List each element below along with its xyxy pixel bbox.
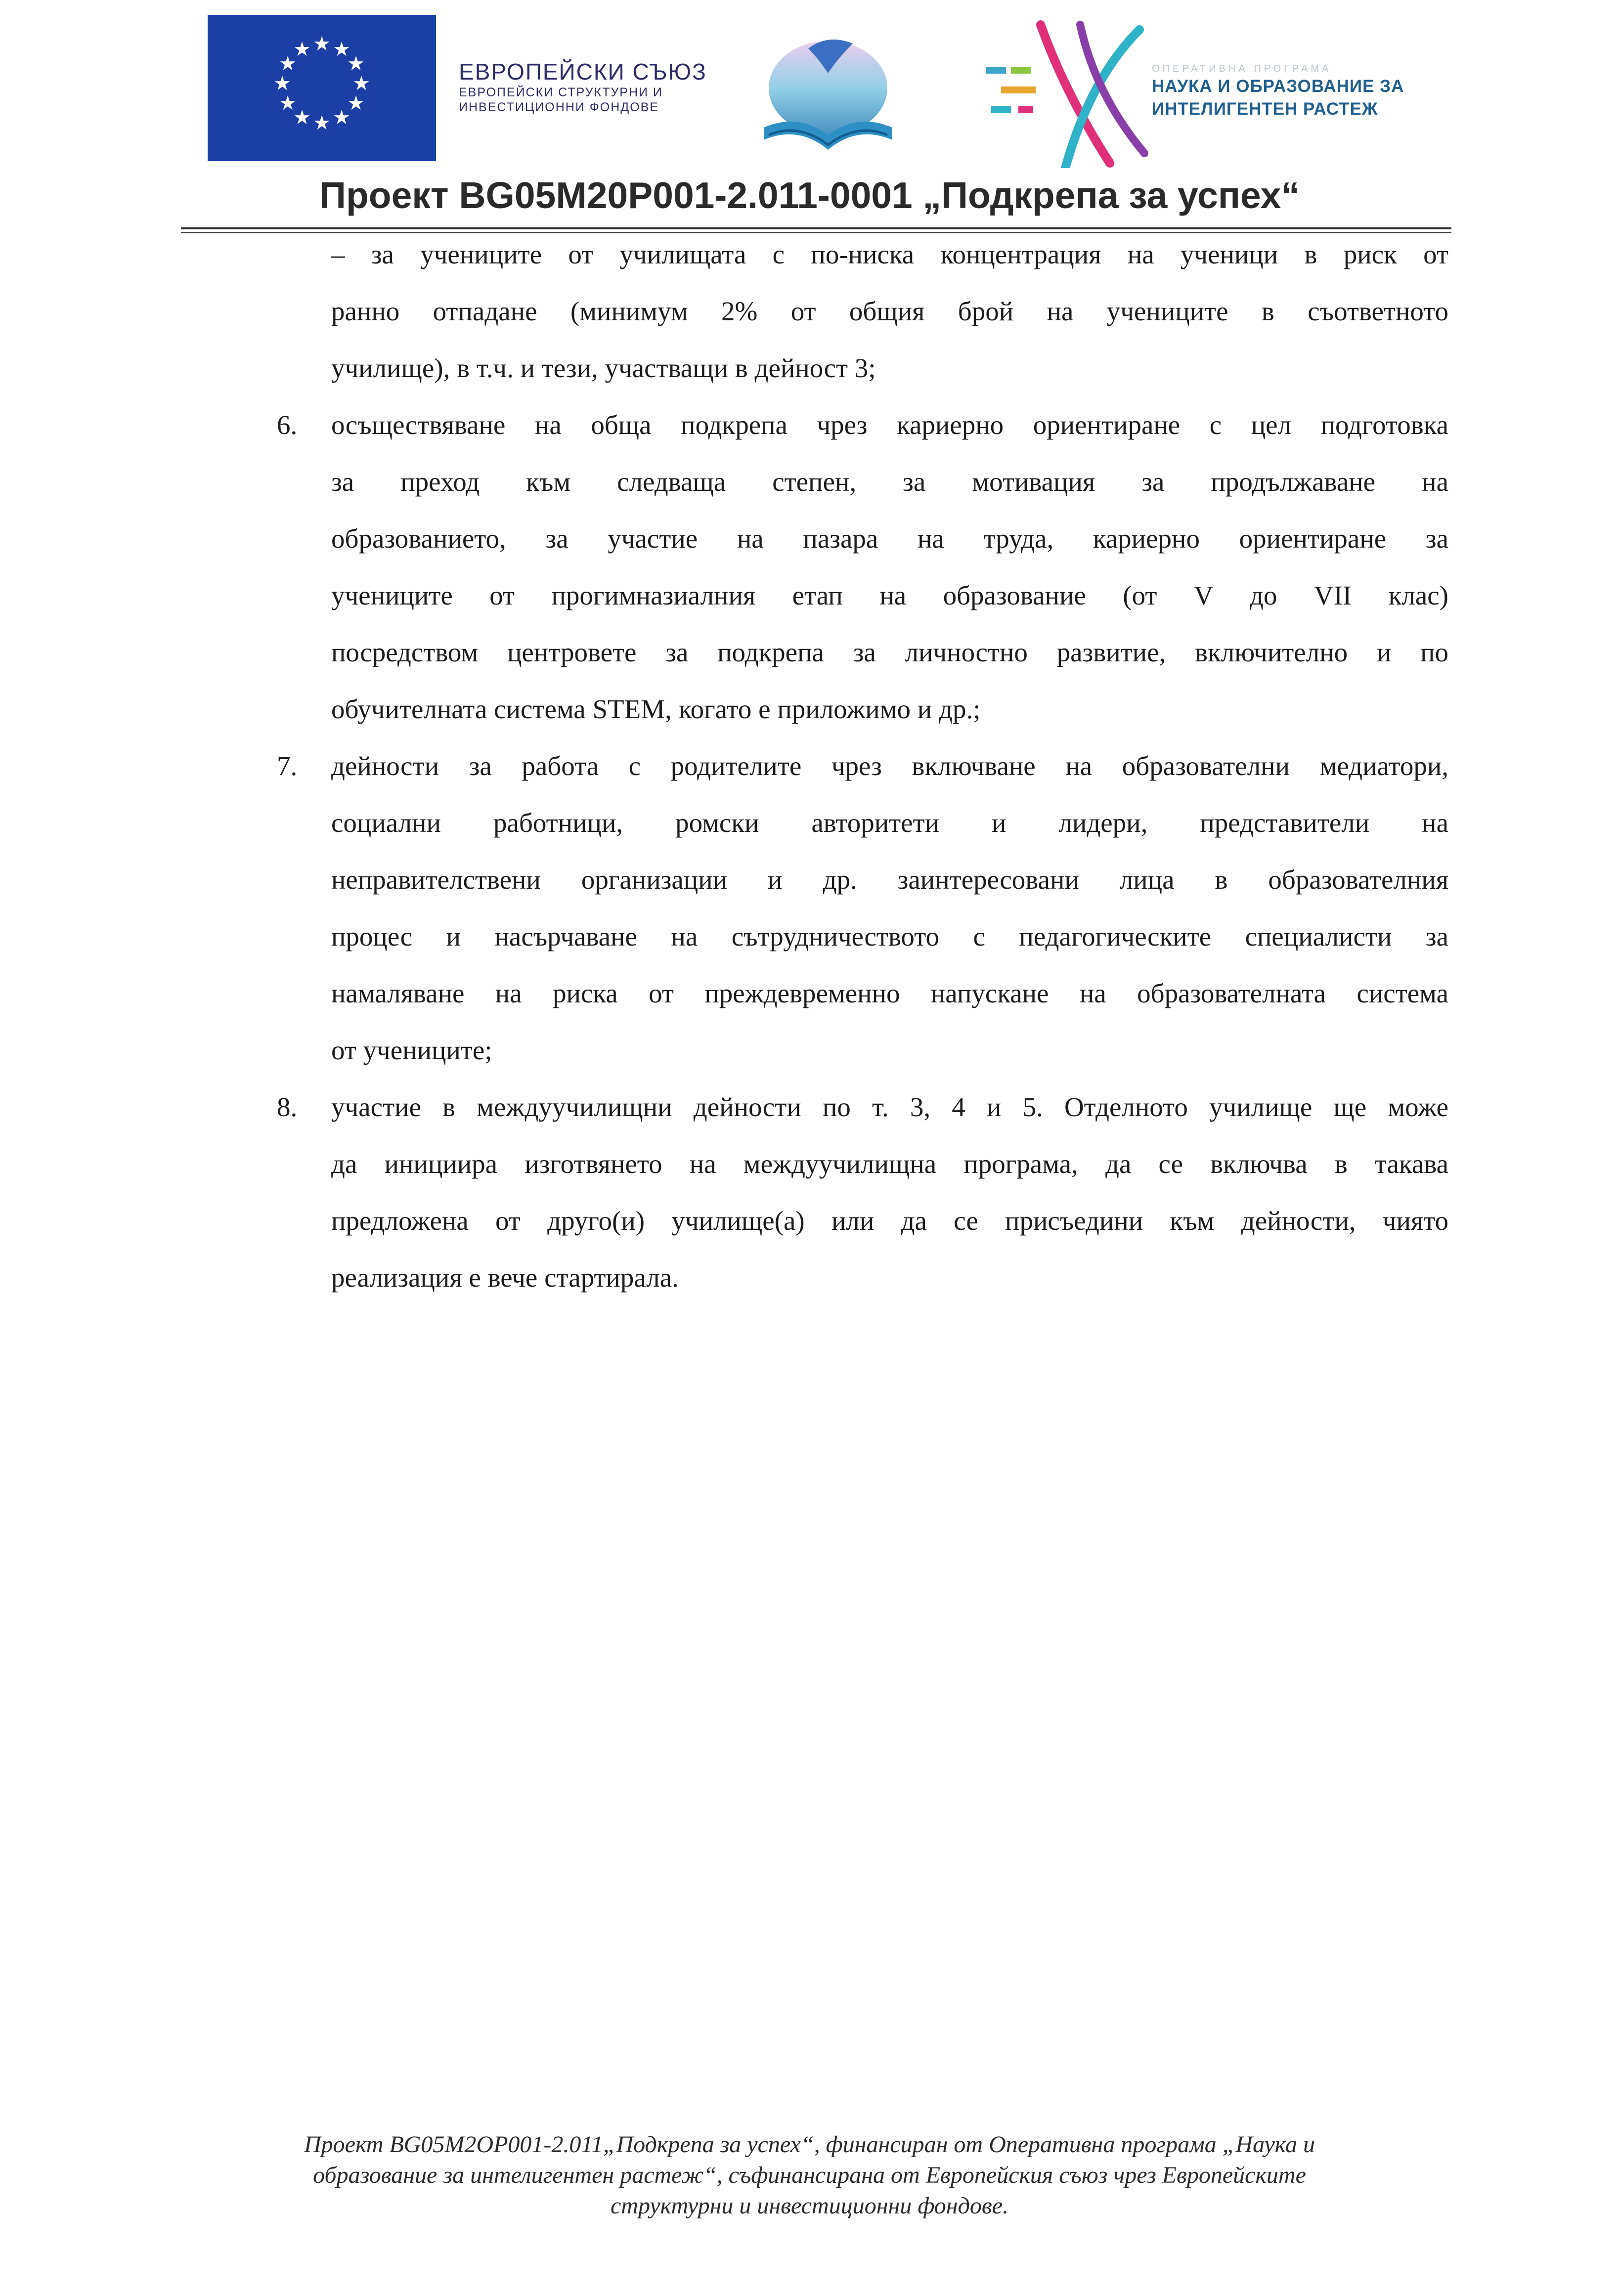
- intro-line: ранно отпадане (минимум 2% от общия брой на учениците в съответното: [331, 296, 1448, 326]
- svg-text:★: ★: [313, 112, 331, 134]
- funding-footer: [0, 2129, 1619, 2221]
- list-item-line: обучителната система STEM, когато е приложимо и др.;: [331, 694, 981, 724]
- footer-line-1: Проект BG05M2OP001-2.011„Подкрепа за успех“, финансиран от Оперативна програма „Наука и: [304, 2131, 1315, 2158]
- op-title-line-1: НАУКА И ОБРАЗОВАНИЕ ЗА: [1152, 77, 1404, 96]
- svg-text:★: ★: [347, 52, 365, 75]
- list-item-number: 6.: [277, 410, 298, 440]
- svg-text:★: ★: [313, 33, 331, 55]
- open-book-icon: [754, 29, 902, 161]
- eu-title: ЕВРОПЕЙСКИ СЪЮЗ: [459, 59, 707, 85]
- list-item-line: реализация е вече стартирала.: [331, 1262, 679, 1293]
- svg-text:★: ★: [293, 38, 311, 61]
- svg-text:★: ★: [293, 106, 311, 129]
- op-title-line-2: ИНТЕЛИГЕНТЕН РАСТЕЖ: [1152, 99, 1378, 119]
- list-item-line: социални работници, ромски авторитети и лидери, представители на: [331, 808, 1448, 838]
- science-education-x-icon: [981, 20, 1149, 168]
- list-item-line: осъществяване на обща подкрепа чрез кариерно ориентиране с цел подготовка: [331, 410, 1448, 440]
- svg-text:★: ★: [279, 52, 297, 75]
- list-item-number: 8.: [277, 1092, 298, 1122]
- list-item-line: неправителствени организации и др. заинтересовани лица в образователния: [331, 865, 1448, 895]
- list-item-line: предложена от друго(и) училище(а) или да се присъедини към дейности, чиято: [331, 1206, 1448, 1236]
- eu-logo-text: [459, 58, 707, 115]
- intro-line: – за учениците от училищата с по-ниска концентрация на ученици в риск от: [331, 239, 1448, 269]
- op-logo-text: [1152, 62, 1404, 121]
- operational-programme-logo: [981, 20, 1149, 168]
- op-small-caption: ОПЕРАТИВНА ПРОГРАМА: [1152, 63, 1332, 74]
- list-item-line: участие в междуучилищни дейности по т. 3, 4 и 5. Отделното училище ще може: [331, 1092, 1448, 1122]
- eu-flag-logo: [208, 15, 436, 161]
- footer-line-3: структурни и инвестиционни фондове.: [610, 2193, 1008, 2219]
- svg-text:★: ★: [333, 106, 350, 129]
- list-item-line: учениците от прогимназиалния етап на образование (от V до VII клас): [331, 580, 1448, 610]
- svg-text:★: ★: [279, 92, 297, 115]
- project-title: Проект BG05M20P001-2.011-0001 „Подкрепа за успех“: [319, 174, 1300, 216]
- list-item-line: намаляване на риска от преждевременно напускане на образователната система: [331, 978, 1448, 1008]
- svg-text:★: ★: [352, 72, 370, 95]
- eu-flag-icon: [208, 15, 436, 161]
- list-item-line: за преход към следваща степен, за мотивация за продължаване на: [331, 467, 1448, 497]
- svg-text:★: ★: [333, 38, 350, 61]
- list-item-line: от учениците;: [331, 1035, 492, 1065]
- footer-line-2: образование за интелигентен растеж“, съфинансирана от Европейския съюз чрез Европейските: [313, 2162, 1306, 2188]
- eu-subtitle-line-2: ИНВЕСТИЦИОННИ ФОНДОВЕ: [459, 100, 659, 114]
- eu-subtitle-line-1: ЕВРОПЕЙСКИ СТРУКТУРНИ И: [459, 86, 663, 99]
- list-item-line: посредством центровете за подкрепа за личностно развитие, включително и по: [331, 637, 1448, 667]
- svg-text:★: ★: [273, 72, 291, 95]
- header-rule: [181, 227, 1451, 229]
- svg-text:★: ★: [347, 92, 365, 115]
- header-rule-thin: [181, 232, 1451, 233]
- education-book-logo: [754, 29, 902, 161]
- intro-line: училище), в т.ч. и тези, участващи в дейност 3;: [331, 353, 876, 383]
- list-item-number: 7.: [277, 751, 298, 781]
- list-item-line: дейности за работа с родителите чрез включване на образователни медиатори,: [331, 751, 1448, 781]
- list-item-line: да инициира изготвянето на междуучилищна програма, да се включва в такава: [331, 1149, 1448, 1179]
- list-item-line: процес и насърчаване на сътрудничеството с педагогическите специалисти за: [331, 921, 1448, 952]
- list-item-line: образованието, за участие на пазара на труда, кариерно ориентиране за: [331, 523, 1448, 554]
